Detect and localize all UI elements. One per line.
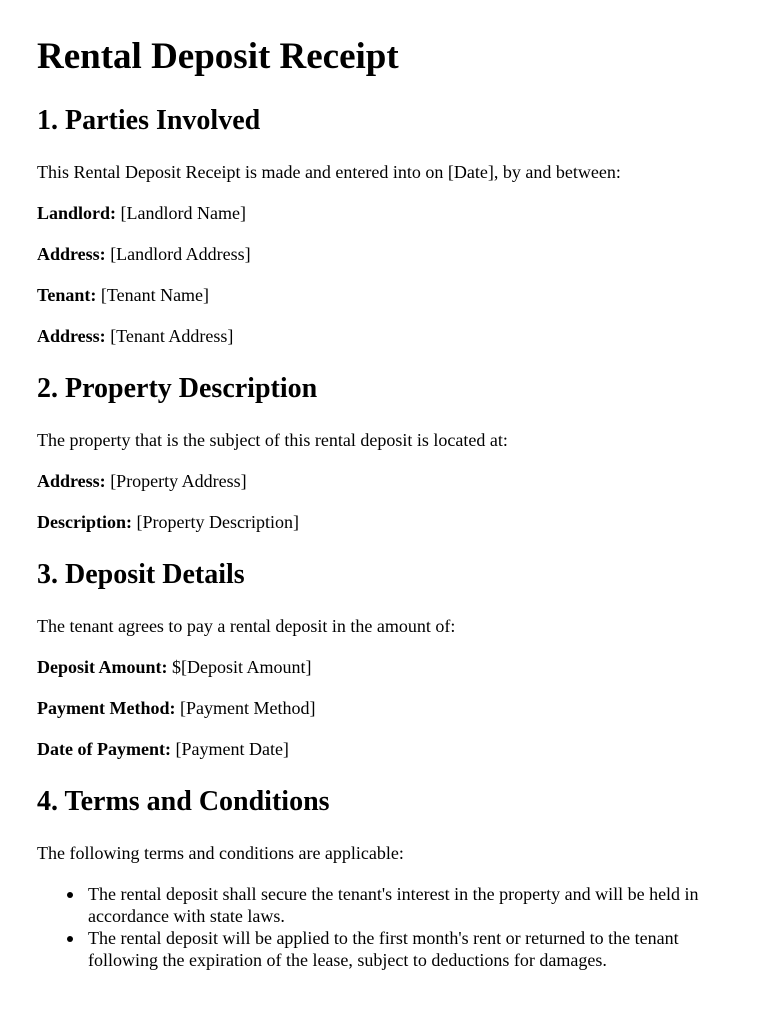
bullet-icon — [67, 892, 73, 898]
field-label: Date of Payment: — [37, 739, 171, 759]
field-property-address — [37, 470, 247, 492]
section-intro-terms: The following terms and conditions are applicable: — [37, 843, 404, 863]
field-value: [Payment Method] — [179, 698, 316, 718]
field-payment-date — [37, 738, 289, 760]
field-value: [Landlord Name] — [120, 203, 246, 223]
list-item — [37, 927, 737, 971]
field-value: [Tenant Name] — [100, 285, 210, 305]
field-value: [Property Description] — [136, 512, 299, 532]
field-label: Payment Method: — [37, 698, 176, 718]
list-item-text: The rental deposit shall secure the tenant's interest in the property and will be held in accordance with state laws. — [88, 884, 699, 926]
field-label: Description: — [37, 512, 132, 532]
field-payment-method — [37, 697, 315, 719]
section-intro-deposit: The tenant agrees to pay a rental deposit in the amount of: — [37, 616, 456, 636]
field-label: Address: — [37, 326, 106, 346]
field-value: [Landlord Address] — [110, 244, 251, 264]
field-value: [Payment Date] — [175, 739, 289, 759]
field-label: Address: — [37, 471, 106, 491]
field-value: [Property Address] — [110, 471, 247, 491]
field-deposit-amount — [37, 656, 312, 678]
field-value: $[Deposit Amount] — [172, 657, 312, 677]
field-tenant-address — [37, 325, 233, 347]
field-label: Address: — [37, 244, 106, 264]
terms-list — [37, 883, 737, 971]
section-heading-parties: 1. Parties Involved — [37, 105, 261, 136]
section-heading-deposit: 3. Deposit Details — [37, 559, 245, 590]
list-item — [37, 883, 737, 927]
section-intro-property: The property that is the subject of this rental deposit is located at: — [37, 430, 508, 450]
bullet-icon — [67, 936, 73, 942]
list-item-text: The rental deposit will be applied to the first month's rent or returned to the tenant following the expiration of the lease, subject to deductions for damages. — [88, 928, 679, 970]
section-heading-property: 2. Property Description — [37, 373, 318, 404]
field-value: [Tenant Address] — [110, 326, 234, 346]
field-tenant-name — [37, 284, 209, 306]
field-property-description — [37, 511, 299, 533]
field-landlord-name — [37, 202, 246, 224]
section-heading-terms: 4. Terms and Conditions — [37, 786, 330, 817]
field-label: Tenant: — [37, 285, 97, 305]
field-label: Deposit Amount: — [37, 657, 168, 677]
section-intro-parties: This Rental Deposit Receipt is made and entered into on [Date], by and between: — [37, 162, 621, 182]
field-label: Landlord: — [37, 203, 117, 223]
field-landlord-address — [37, 243, 251, 265]
document-title: Rental Deposit Receipt — [37, 36, 399, 77]
